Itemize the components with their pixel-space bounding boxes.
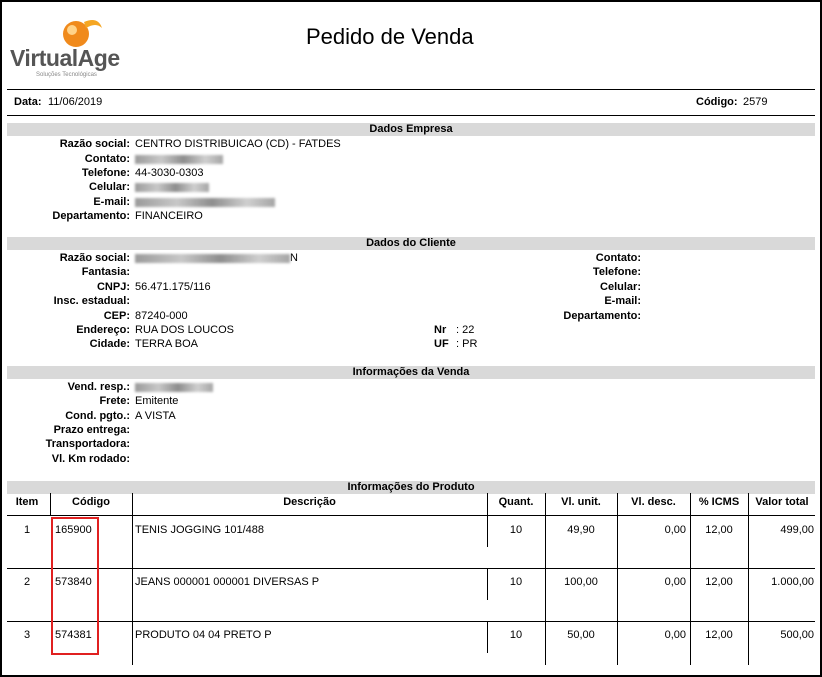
empresa-contato-label: Contato: xyxy=(84,153,130,165)
venda-vend-label: Vend. resp.: xyxy=(67,381,130,393)
cliente-endereco-value: RUA DOS LOUCOS xyxy=(135,324,235,336)
section-informacoes-venda: Informações da Venda xyxy=(7,366,815,379)
section-dados-empresa: Dados Empresa xyxy=(7,123,815,136)
table-row-codigo: 574381 xyxy=(55,629,92,641)
row-divider xyxy=(7,568,815,569)
cliente-contato-label: Contato: xyxy=(595,252,641,264)
table-row-desc: 0,00 xyxy=(664,524,686,536)
logo-name: VirtualAge xyxy=(10,45,120,71)
venda-cond-value: A VISTA xyxy=(135,410,176,422)
table-row-total: 1.000,00 xyxy=(771,576,814,588)
section-informacoes-produto: Informações do Produto xyxy=(7,481,815,494)
cliente-fantasia-label: Fantasia: xyxy=(81,266,130,278)
table-row-total: 499,00 xyxy=(780,524,814,536)
cliente-uf-value: : PR xyxy=(456,338,478,350)
table-row-icms: 12,00 xyxy=(705,629,733,641)
cliente-nr-label: Nr xyxy=(434,324,447,336)
row-divider xyxy=(7,621,815,622)
code-value: 2579 xyxy=(743,96,768,108)
col-icms: % ICMS xyxy=(698,496,740,508)
empresa-celular-label: Celular: xyxy=(89,181,130,193)
table-row-quant: 10 xyxy=(509,524,523,536)
col-quant: Quant. xyxy=(498,496,534,508)
table-row-desc: 0,00 xyxy=(664,629,686,641)
cliente-uf-label: UF xyxy=(434,338,449,350)
table-row-descricao: JEANS 000001 000001 DIVERSAS P xyxy=(135,576,320,588)
table-row-quant: 10 xyxy=(509,576,523,588)
date-label: Data: xyxy=(14,96,42,108)
col-separator xyxy=(487,493,488,547)
col-separator xyxy=(50,493,51,515)
table-row-descricao: PRODUTO 04 04 PRETO P xyxy=(135,629,272,641)
venda-prazo-label: Prazo entrega: xyxy=(53,424,130,436)
empresa-razao-value: CENTRO DISTRIBUICAO (CD) - FATDES xyxy=(135,138,341,150)
table-row-codigo: 573840 xyxy=(55,576,92,588)
col-valor-total: Valor total xyxy=(755,496,809,508)
col-vl-desc: Vl. desc. xyxy=(631,496,676,508)
table-row-item: 1 xyxy=(23,524,31,536)
codigo-highlight-box xyxy=(51,517,99,655)
cliente-depto-label: Departamento: xyxy=(563,310,641,322)
empresa-depto-label: Departamento: xyxy=(52,210,130,222)
table-row-unit: 100,00 xyxy=(564,576,598,588)
table-row-item: 3 xyxy=(23,629,31,641)
divider xyxy=(7,89,815,90)
table-row-total: 500,00 xyxy=(780,629,814,641)
empresa-depto-value: FINANCEIRO xyxy=(135,210,203,222)
col-separator xyxy=(132,493,133,665)
col-descricao: Descrição xyxy=(283,496,336,508)
cliente-telefone-label: Telefone: xyxy=(592,266,641,278)
cliente-celular-label: Celular: xyxy=(600,281,641,293)
code-label: Código: xyxy=(696,96,738,108)
cliente-email-label: E-mail: xyxy=(604,295,641,307)
venda-km-label: Vl. Km rodado: xyxy=(51,453,130,465)
cliente-razao-label: Razão social: xyxy=(59,252,130,264)
cliente-nr-value: : 22 xyxy=(456,324,475,336)
table-row-icms: 12,00 xyxy=(705,524,733,536)
logo-tagline: Soluções Tecnológicas xyxy=(36,72,97,78)
table-row-codigo: 165900 xyxy=(55,524,92,536)
cliente-cnpj-label: CNPJ: xyxy=(96,281,130,293)
section-dados-cliente: Dados do Cliente xyxy=(7,237,815,250)
venda-cond-label: Cond. pgto.: xyxy=(65,410,130,422)
table-row-quant: 10 xyxy=(509,629,523,641)
divider xyxy=(7,115,815,116)
cliente-cidade-label: Cidade: xyxy=(89,338,130,350)
cliente-razao-value xyxy=(135,252,298,264)
col-vl-unit: Vl. unit. xyxy=(561,496,601,508)
cliente-razao-suffix: N xyxy=(290,252,298,264)
redacted-vendedor xyxy=(135,381,213,393)
redacted-email xyxy=(135,196,275,208)
empresa-email-label: E-mail: xyxy=(93,196,130,208)
table-row-descricao: TENIS JOGGING 101/488 xyxy=(135,524,264,536)
table-header-divider xyxy=(7,515,815,516)
col-item: Item xyxy=(15,496,39,508)
table-row-item: 2 xyxy=(23,576,31,588)
venda-frete-label: Frete: xyxy=(99,395,130,407)
cliente-insc-label: Insc. estadual: xyxy=(53,295,130,307)
cliente-cep-label: CEP: xyxy=(103,310,130,322)
redacted-celular xyxy=(135,181,209,193)
page-title: Pedido de Venda xyxy=(306,24,474,49)
date-value: 11/06/2019 xyxy=(48,96,103,108)
company-logo xyxy=(10,14,128,84)
venda-transp-label: Transportadora: xyxy=(45,438,130,450)
empresa-telefone-value: 44-3030-0303 xyxy=(135,167,204,179)
cliente-cidade-value: TERRA BOA xyxy=(135,338,198,350)
table-row-unit: 50,00 xyxy=(567,629,595,641)
empresa-telefone-label: Telefone: xyxy=(81,167,130,179)
redacted-contato xyxy=(135,153,223,165)
empresa-razao-label: Razão social: xyxy=(59,138,130,150)
table-row-unit: 49,90 xyxy=(567,524,595,536)
venda-frete-value: Emitente xyxy=(135,395,179,407)
table-row-desc: 0,00 xyxy=(664,576,686,588)
cliente-endereco-label: Endereço: xyxy=(76,324,130,336)
col-codigo: Código xyxy=(72,496,110,508)
cliente-cep-value: 87240-000 xyxy=(135,310,188,322)
table-row-icms: 12,00 xyxy=(705,576,733,588)
cliente-cnpj-value: 56.471.175/116 xyxy=(135,281,211,293)
